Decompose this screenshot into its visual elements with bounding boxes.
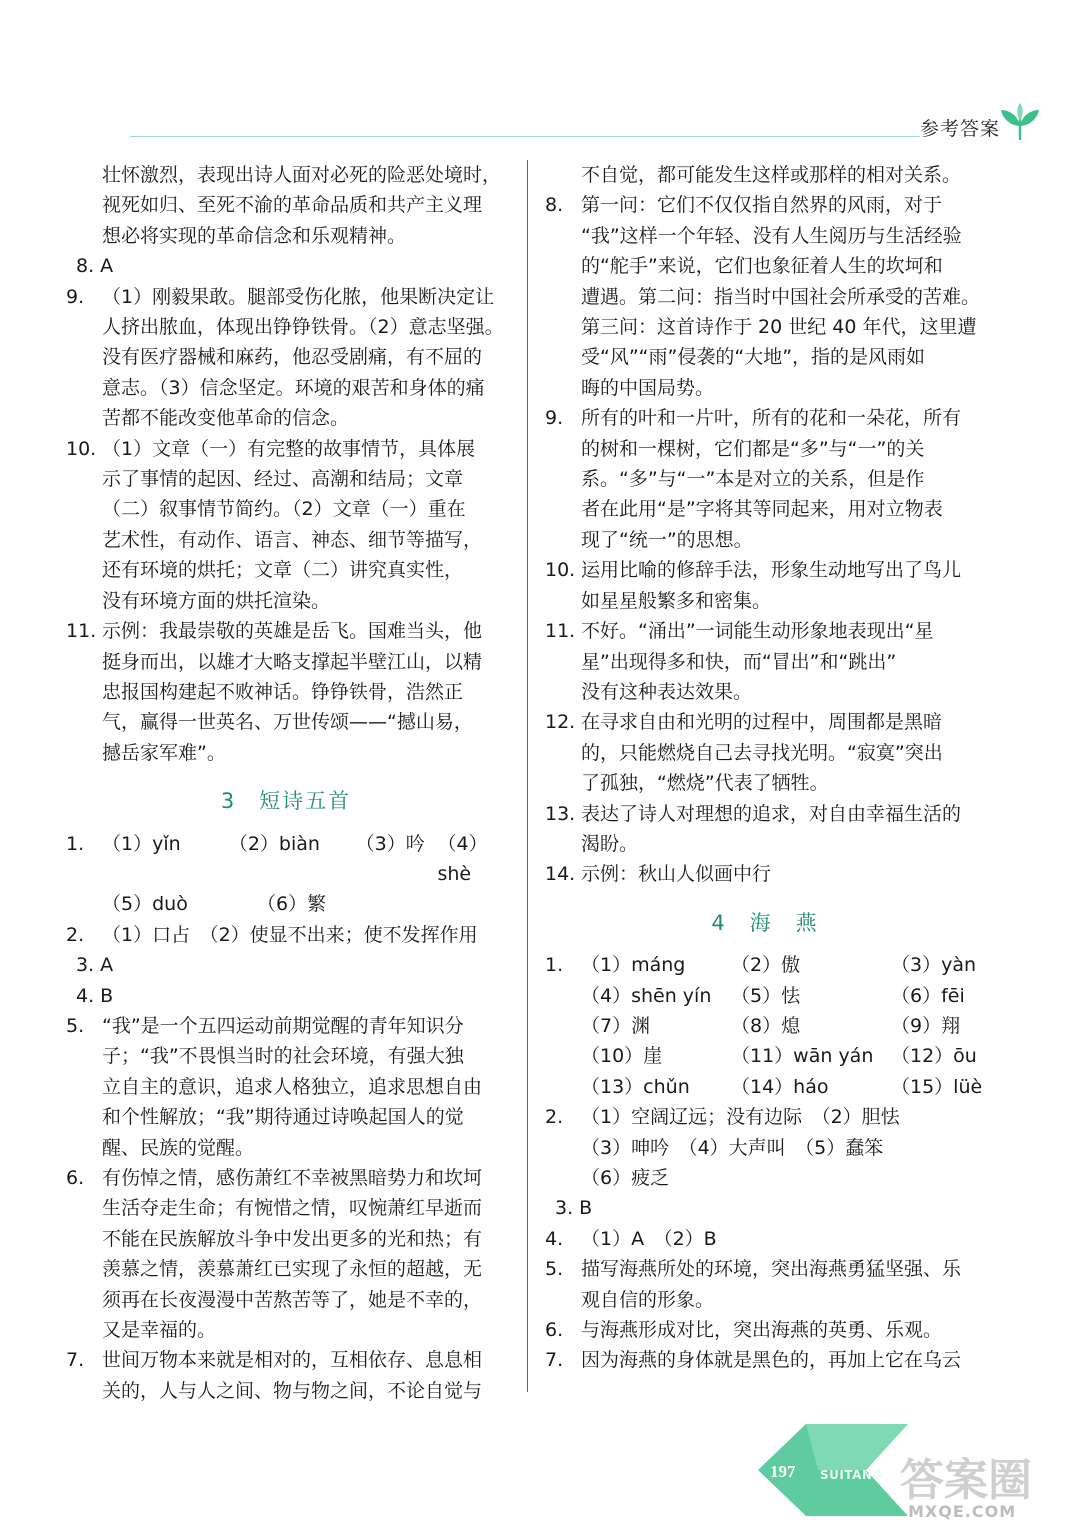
s3-answer-7 (66, 1345, 506, 1406)
header-rule (130, 136, 920, 137)
watermark-url: MXQE.COM (908, 1502, 1017, 1521)
text-line: 与海燕形成对比，突出海燕的英勇、乐观。 (581, 1319, 943, 1342)
answer-12 (545, 707, 985, 798)
pinyin-item: （4）shè (437, 832, 488, 885)
text-line: （1）口占 （2）使显不出来；使不发挥作用 (102, 923, 478, 946)
text-line: 没有环境方面的烘托渲染。 (102, 589, 331, 612)
pinyin-item: （6）繁 (257, 893, 327, 916)
s3-answer-3: 3. A (76, 954, 114, 977)
text-line: 晦的中国局势。 (581, 376, 715, 399)
text-line: 描写海燕所处的环境，突出海燕勇猛坚强、乐 (581, 1258, 962, 1281)
answer-10 (66, 434, 506, 616)
pinyin-item: （8）熄 (731, 1014, 801, 1037)
text-line: 气，赢得一世英名、万世传颂——“撼山易， (102, 711, 473, 734)
pinyin-item: （1）yǐn (102, 832, 181, 855)
answer-number: 8. (545, 194, 564, 217)
answer-number: 11. (545, 620, 576, 643)
answer-number: 7. (545, 1349, 564, 1372)
text-line: （3）呻吟 （4）大声叫 （5）蠢笨 (581, 1136, 884, 1159)
answer-number: 1. (545, 954, 564, 977)
answer-8: 8. A (76, 255, 114, 278)
pinyin-row (581, 981, 985, 1011)
text-line: 不能在民族解放斗争中发出更多的光和热；有 (102, 1227, 483, 1250)
pinyin-item: （10）崖 (581, 1045, 663, 1068)
text-line: 运用比喻的修辞手法，形象生动地写出了鸟儿 (581, 559, 962, 582)
answer-number: 9. (545, 407, 564, 430)
text-line: 想必将实现的革命信念和乐观精神。 (102, 224, 407, 247)
answer-number: 1. (66, 832, 85, 855)
text-line: （二）叙事情节简约。（2）文章（一）重在 (102, 498, 466, 521)
answer-number: 2. (545, 1106, 564, 1129)
text-line: 示例：我最崇敬的英雄是岳飞。国难当头，他 (102, 620, 483, 643)
answer-number: 6. (66, 1167, 85, 1189)
pinyin-item: （1）máng (581, 954, 686, 977)
answer-number: 10. (545, 559, 576, 582)
text-line: 现了“统一”的思想。 (581, 528, 753, 551)
text-line: 世间万物本来就是相对的，互相依存、息息相 (102, 1349, 483, 1372)
text-line: 还有环境的烘托；文章（二）讲究真实性， (102, 559, 464, 582)
text-line: 第一问：它们不仅仅指自然界的风雨，对于 (581, 194, 943, 217)
answer-13 (545, 799, 985, 860)
answer-number: 14. (545, 863, 576, 886)
brand-label: SUITANG (820, 1468, 883, 1482)
text-line: （1）空阔辽远；没有边际 （2）胆怯 (581, 1106, 900, 1129)
text-line: 者在此用“是”字将其等同起来，用对立物表 (581, 498, 943, 521)
pinyin-item: （14）háo (731, 1075, 829, 1098)
column-divider (527, 160, 528, 1392)
text-line: 视死如归、至死不渝的革命品质和共产主义理 (102, 194, 483, 217)
answer-number: 10. (66, 437, 97, 460)
answer-number: 5. (545, 1258, 564, 1281)
answer-9 (545, 403, 985, 555)
text-line: 示例：秋山人似画中行 (581, 863, 772, 886)
text-line: 观自信的形象。 (581, 1288, 715, 1311)
s4-answer-3: 3. B (555, 1197, 593, 1220)
pinyin-item: （5）duò (102, 893, 188, 916)
answer-number: 11. (66, 620, 97, 643)
pinyin-row (102, 889, 506, 919)
left-column (66, 160, 506, 1406)
text-line: 因为海燕的身体就是黑色的，再加上它在乌云 (581, 1349, 962, 1372)
right-column (545, 160, 985, 1376)
answer-8 (545, 190, 985, 403)
section-title-3: 3 短诗五首 (220, 789, 352, 814)
section-title-4: 4 海 燕 (711, 910, 819, 935)
answer-9 (66, 282, 506, 434)
text-line: 表达了诗人对理想的追求，对自由幸福生活的 (581, 802, 962, 825)
pinyin-row (581, 950, 985, 980)
s3-answer-1 (66, 829, 506, 920)
pinyin-item: （2）biàn (228, 832, 320, 855)
text-line: 没有这种表达效果。 (581, 680, 753, 703)
continued-answer (66, 160, 506, 251)
s3-answer-5 (66, 1011, 506, 1163)
text-line: 立自主的意识，追求人格独立，追求思想自由 (102, 1075, 483, 1098)
header-title: 参考答案 (920, 118, 1001, 140)
text-line: 所有的叶和一片叶，所有的花和一朵花，所有 (581, 407, 962, 430)
answer-number: 13. (545, 802, 576, 825)
pinyin-item: （11）wān yán (731, 1045, 874, 1068)
text-line: 意志。（3）信念坚定。环境的艰苦和身体的痛 (102, 376, 485, 399)
text-line: 撼岳家军难”。 (102, 741, 226, 764)
watermark-logo: 答案圈 (900, 1455, 1032, 1506)
pinyin-item: （4）shēn yín (581, 984, 712, 1007)
text-line: 星”出现得多和快，而“冒出”和“跳出” (581, 650, 897, 673)
answer-10 (545, 555, 985, 616)
page-header (130, 108, 1000, 148)
answer-number: 4. (545, 1227, 564, 1250)
text-line: 挺身而出，以雄才大略支撑起半壁江山，以精 (102, 650, 483, 673)
pinyin-item: （3）yàn (891, 954, 977, 977)
text-line: 渴盼。 (581, 832, 639, 855)
s4-answer-1 (545, 950, 985, 1102)
pinyin-item: （9）翔 (891, 1014, 961, 1037)
text-line: “我”是一个五四运动前期觉醒的青年知识分 (102, 1014, 464, 1037)
text-line: 的，只能燃烧自己去寻找光明。“寂寞”突出 (581, 741, 943, 764)
text-line: 又是幸福的。 (102, 1319, 217, 1342)
pinyin-row (102, 829, 506, 890)
s4-answer-5 (545, 1254, 985, 1315)
pinyin-row (581, 1072, 985, 1102)
answer-14 (545, 859, 985, 889)
text-line: 有伤悼之情，感伤萧红不幸被黑暗势力和坎坷 (102, 1167, 483, 1189)
pinyin-row (581, 1041, 985, 1071)
text-line: 羡慕之情，羡慕萧红已实现了永恒的超越，无 (102, 1258, 483, 1281)
text-line: 生活夺走生命；有惋惜之情，叹惋萧红早逝而 (102, 1197, 483, 1220)
text-line: 的“舵手”来说，它们也象征着人生的坎坷和 (581, 255, 943, 278)
s3-answer-2 (66, 920, 506, 950)
text-line: 醒、民族的觉醒。 (102, 1136, 255, 1159)
text-line: 系。“多”与“一”本是对立的关系，但是作 (581, 468, 925, 491)
text-line: 不好。“涌出”一词能生动形象地表现出“星 (581, 620, 934, 643)
text-line: 示了事情的起因、经过、高潮和结局；文章 (102, 468, 464, 491)
answer-number: 2. (66, 923, 85, 946)
answer-11 (66, 616, 506, 768)
text-line: 第三问：这首诗作于 20 世纪 40 年代，这里遭 (581, 316, 977, 339)
text-line: 须再在长夜漫漫中苦熬苦等了，她是不幸的， (102, 1288, 483, 1311)
pinyin-item: （12）ōu (891, 1045, 977, 1068)
answer-number: 9. (66, 285, 85, 308)
continued-answer: 不自觉，都可能发生这样或那样的相对关系。 (581, 164, 962, 186)
text-line: 在寻求自由和光明的过程中，周围都是黑暗 (581, 711, 943, 734)
text-line: 关的，人与人之间、物与物之间，不论自觉与 (102, 1379, 483, 1402)
s4-answer-7 (545, 1345, 985, 1375)
text-line: 的树和一棵树，它们都是“多”与“一”的关 (581, 437, 925, 460)
s4-answer-2 (545, 1102, 985, 1193)
text-line: 苦都不能改变他革命的信念。 (102, 407, 350, 430)
text-line: 壮怀激烈，表现出诗人面对必死的险恶处境时， (102, 164, 502, 186)
answer-11 (545, 616, 985, 707)
answer-number: 6. (545, 1319, 564, 1342)
text-line: 了孤独，“燃烧”代表了牺牲。 (581, 772, 829, 795)
text-line: （1）文章（一）有完整的故事情节，具体展 (102, 437, 476, 460)
text-line: “我”这样一个年轻、没有人生阅历与生活经验 (581, 224, 962, 247)
pinyin-row (581, 1011, 985, 1041)
pinyin-item: （6）fēi (891, 984, 965, 1007)
text-line: 遭遇。第二问：指当时中国社会所承受的苦难。 (581, 285, 981, 308)
pinyin-item: （2）傲 (731, 954, 801, 977)
answer-number: 7. (66, 1349, 85, 1372)
text-line: 没有医疗器械和麻药，他忍受剧痛，有不屈的 (102, 346, 483, 369)
text-line: 和个性解放；“我”期待通过诗唤起国人的觉 (102, 1106, 464, 1129)
text-line: 如星星般繁多和密集。 (581, 589, 772, 612)
pinyin-item: （13）chǔn (581, 1075, 690, 1098)
pinyin-item: （7）渊 (581, 1014, 651, 1037)
page-number: 197 (770, 1462, 796, 1481)
s4-answer-6 (545, 1315, 985, 1345)
text-line: 艺术性，有动作、语言、神态、细节等描写， (102, 528, 483, 551)
leaf-icon (998, 102, 1042, 142)
s4-answer-4 (545, 1224, 985, 1254)
s3-answer-4: 4. B (76, 984, 114, 1007)
text-line: 忠报国构建起不败神话。铮铮铁骨，浩然正 (102, 680, 464, 703)
text-line: 子；“我”不畏惧当时的社会环境，有强大独 (102, 1045, 464, 1068)
answer-number: 12. (545, 711, 576, 734)
pinyin-item: （5）怯 (731, 984, 801, 1007)
text-line: （1）A （2）B (581, 1227, 717, 1250)
pinyin-item: （15）lüè (891, 1075, 983, 1098)
text-line: （1）刚毅果敢。腿部受伤化脓，他果断决定让 (102, 285, 495, 308)
page-footer (758, 1420, 1084, 1520)
text-line: （6）疲乏 (581, 1167, 670, 1189)
pinyin-item: （3）吟 (355, 832, 425, 855)
s3-answer-6 (66, 1163, 506, 1345)
text-line: 受“风”“雨”侵袭的“大地”，指的是风雨如 (581, 346, 926, 369)
answer-number: 5. (66, 1014, 85, 1037)
text-line: 人挤出脓血，体现出铮铮铁骨。（2）意志坚强。 (102, 316, 504, 339)
